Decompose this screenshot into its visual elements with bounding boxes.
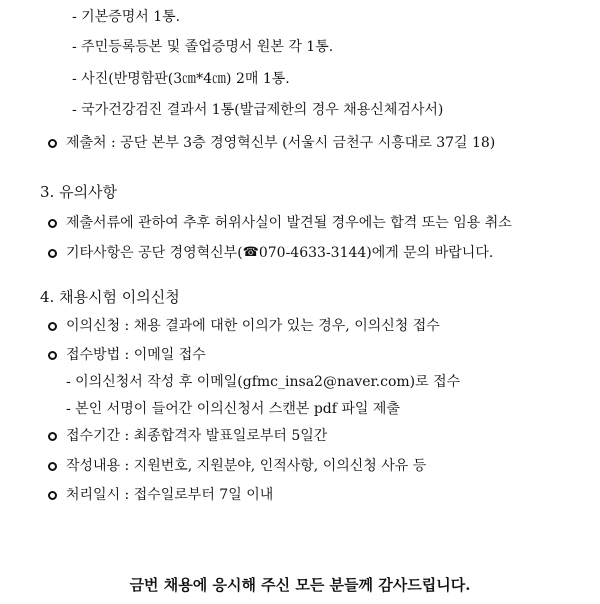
doc-item-health-check: - 국가건강검진 결과서 1통(발급제한의 경우 채용신체검사서) bbox=[72, 102, 444, 118]
submit-location-text: 제출처 : 공단 본부 3층 경영혁신부 (서울시 금천구 시흥대로 37길 18) bbox=[66, 135, 496, 151]
doc-item-photo: - 사진(반명함판(3㎝*4㎝) 2매 1통. bbox=[72, 71, 290, 87]
notice-false-facts-text: 제출서류에 관하여 추후 허위사실이 발견될 경우에는 합격 또는 임용 취소 bbox=[66, 215, 512, 231]
closing-message: 금번 채용에 응시해 주신 모든 분들께 감사드립니다. bbox=[129, 576, 471, 594]
appeal-method bbox=[48, 346, 206, 364]
circle-bullet-icon bbox=[48, 139, 57, 148]
circle-bullet-icon bbox=[48, 351, 57, 360]
appeal-method-scan: - 본인 서명이 들어간 이의신청서 스캔본 pdf 파일 제출 bbox=[66, 401, 400, 417]
appeal-content-text: 작성내용 : 지원번호, 지원분야, 인적사항, 이의신청 사유 등 bbox=[66, 458, 427, 474]
notice-contact-phone: 070-4633-3144)에게 문의 바랍니다. bbox=[258, 245, 494, 261]
appeal-content bbox=[48, 457, 426, 475]
appeal-scope bbox=[48, 317, 440, 335]
circle-bullet-icon bbox=[48, 322, 57, 331]
appeal-period-text: 접수기간 : 최종합격자 발표일로부터 5일간 bbox=[66, 428, 328, 444]
appeal-period bbox=[48, 427, 327, 445]
submit-location-line bbox=[48, 134, 495, 152]
doc-item-basic-cert: - 기본증명서 1통. bbox=[72, 9, 181, 25]
circle-bullet-icon bbox=[48, 219, 57, 228]
circle-bullet-icon bbox=[48, 462, 57, 471]
notice-false-facts bbox=[48, 214, 512, 232]
circle-bullet-icon bbox=[48, 432, 57, 441]
circle-bullet-icon bbox=[48, 249, 57, 258]
appeal-processing bbox=[48, 486, 273, 504]
appeal-method-text: 접수방법 : 이메일 접수 bbox=[66, 347, 206, 363]
circle-bullet-icon bbox=[48, 491, 57, 500]
section-3-heading: 3. 유의사항 bbox=[40, 183, 118, 201]
appeal-scope-text: 이의신청 : 채용 결과에 대한 이의가 있는 경우, 이의신청 접수 bbox=[66, 318, 440, 334]
doc-item-resident-registration: - 주민등록등본 및 졸업증명서 원본 각 1통. bbox=[72, 39, 334, 55]
section-4-heading: 4. 채용시험 이의신청 bbox=[40, 288, 180, 306]
phone-icon: ☎ bbox=[242, 245, 259, 260]
appeal-processing-text: 처리일시 : 접수일로부터 7일 이내 bbox=[66, 487, 274, 503]
notice-contact-text: 기타사항은 공단 경영혁신부( bbox=[66, 245, 243, 261]
notice-contact bbox=[48, 244, 493, 262]
appeal-method-email: - 이의신청서 작성 후 이메일(gfmc_insa2@naver.com)로 접수 bbox=[66, 374, 461, 390]
